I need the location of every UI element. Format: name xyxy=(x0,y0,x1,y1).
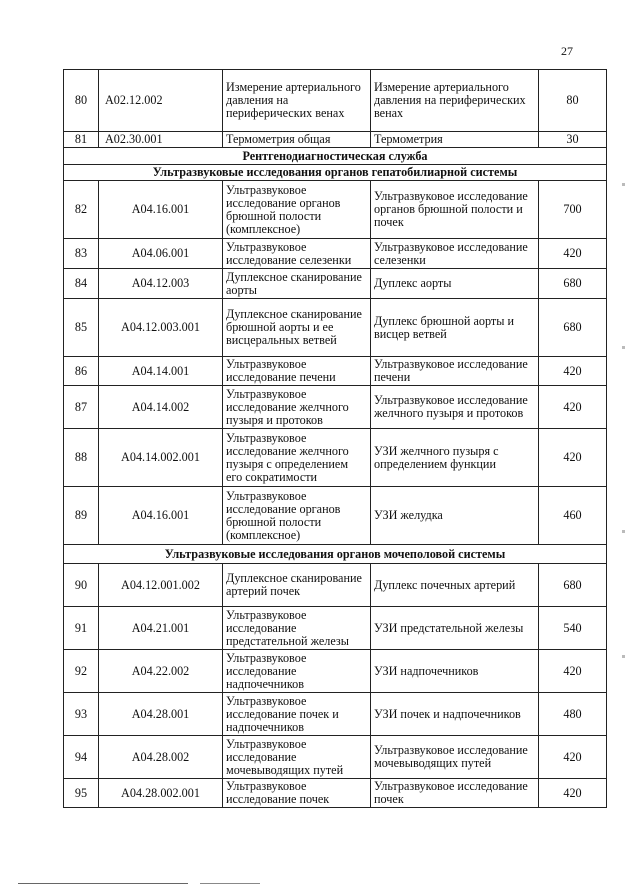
table-row xyxy=(64,269,607,299)
service-alt-name: Ультразвуковое исследование мочевыводящих путей xyxy=(371,736,539,779)
section-row xyxy=(64,148,607,165)
table-row xyxy=(64,607,607,650)
service-alt-name: Ультразвуковое исследование селезенки xyxy=(371,239,539,269)
service-name: Ультразвуковое исследование органов брюшной полости (комплексное) xyxy=(223,487,371,545)
scan-mark xyxy=(622,530,625,533)
service-price: 420 xyxy=(539,650,607,693)
row-number: 88 xyxy=(64,429,99,487)
service-alt-name: Ультразвуковое исследование печени xyxy=(371,357,539,386)
service-name: Ультразвуковое исследование надпочечников xyxy=(223,650,371,693)
service-price: 420 xyxy=(539,429,607,487)
table-row xyxy=(64,299,607,357)
service-alt-name: Ультразвуковое исследование желчного пузыря и протоков xyxy=(371,386,539,429)
table-row xyxy=(64,429,607,487)
row-number: 81 xyxy=(64,132,99,148)
row-number: 87 xyxy=(64,386,99,429)
table-row xyxy=(64,487,607,545)
service-price: 420 xyxy=(539,386,607,429)
row-number: 86 xyxy=(64,357,99,386)
row-number: 90 xyxy=(64,564,99,607)
service-alt-name: Термометрия xyxy=(371,132,539,148)
service-name: Ультразвуковое исследование органов брюшной полости (комплексное) xyxy=(223,181,371,239)
table-row xyxy=(64,736,607,779)
service-name: Ультразвуковое исследование почек xyxy=(223,779,371,808)
service-code: A04.28.002 xyxy=(99,736,223,779)
service-code: A04.14.002.001 xyxy=(99,429,223,487)
service-price: 700 xyxy=(539,181,607,239)
footer-rule xyxy=(200,883,260,884)
row-number: 83 xyxy=(64,239,99,269)
service-price: 540 xyxy=(539,607,607,650)
service-price: 480 xyxy=(539,693,607,736)
service-price: 30 xyxy=(539,132,607,148)
table-row xyxy=(64,357,607,386)
service-alt-name: УЗИ желудка xyxy=(371,487,539,545)
row-number: 95 xyxy=(64,779,99,808)
service-code: A04.06.001 xyxy=(99,239,223,269)
scan-mark xyxy=(622,183,625,186)
service-name: Ультразвуковое исследование почек и надпочечников xyxy=(223,693,371,736)
service-code: A04.28.002.001 xyxy=(99,779,223,808)
service-alt-name: Ультразвуковое исследование почек xyxy=(371,779,539,808)
service-price: 680 xyxy=(539,564,607,607)
row-number: 92 xyxy=(64,650,99,693)
section-heading: Ультразвуковые исследования органов мочеполовой системы xyxy=(64,545,607,564)
row-number: 94 xyxy=(64,736,99,779)
service-name: Ультразвуковое исследование селезенки xyxy=(223,239,371,269)
service-alt-name: Измерение артериального давления на периферических венах xyxy=(371,70,539,132)
service-price: 680 xyxy=(539,269,607,299)
service-code: A04.28.001 xyxy=(99,693,223,736)
service-alt-name: Дуплекс аорты xyxy=(371,269,539,299)
service-code: A04.16.001 xyxy=(99,181,223,239)
service-code: A02.12.002 xyxy=(99,70,223,132)
scan-mark xyxy=(622,346,625,349)
service-name: Дуплексное сканирование брюшной аорты и ее висцеральных ветвей xyxy=(223,299,371,357)
row-number: 82 xyxy=(64,181,99,239)
service-price: 680 xyxy=(539,299,607,357)
service-name: Ультразвуковое исследование желчного пузыря с определением его сократимости xyxy=(223,429,371,487)
service-price: 420 xyxy=(539,779,607,808)
service-name: Дуплексное сканирование артерий почек xyxy=(223,564,371,607)
footer-rule xyxy=(18,883,188,884)
service-code: A04.14.002 xyxy=(99,386,223,429)
row-number: 80 xyxy=(64,70,99,132)
row-number: 89 xyxy=(64,487,99,545)
section-row xyxy=(64,545,607,564)
service-name: Ультразвуковое исследование желчного пузыря и протоков xyxy=(223,386,371,429)
service-name: Термометрия общая xyxy=(223,132,371,148)
service-code: A02.30.001 xyxy=(99,132,223,148)
service-code: A04.21.001 xyxy=(99,607,223,650)
table-row xyxy=(64,650,607,693)
service-code: A04.14.001 xyxy=(99,357,223,386)
service-alt-name: УЗИ почек и надпочечников xyxy=(371,693,539,736)
service-code: A04.12.003.001 xyxy=(99,299,223,357)
table-row xyxy=(64,181,607,239)
table-row xyxy=(64,132,607,148)
service-code: A04.12.001.002 xyxy=(99,564,223,607)
scan-mark xyxy=(622,655,625,658)
service-price: 460 xyxy=(539,487,607,545)
service-name: Измерение артериального давления на периферических венах xyxy=(223,70,371,132)
row-number: 85 xyxy=(64,299,99,357)
service-name: Дуплексное сканирование аорты xyxy=(223,269,371,299)
table-row xyxy=(64,70,607,132)
table-row xyxy=(64,693,607,736)
price-table xyxy=(63,69,607,808)
page-number: 27 xyxy=(561,44,573,58)
service-name: Ультразвуковое исследование печени xyxy=(223,357,371,386)
service-price: 420 xyxy=(539,239,607,269)
service-price: 420 xyxy=(539,736,607,779)
section-row xyxy=(64,165,607,181)
service-name: Ультразвуковое исследование мочевыводящих путей xyxy=(223,736,371,779)
service-code: A04.22.002 xyxy=(99,650,223,693)
service-price: 420 xyxy=(539,357,607,386)
service-price: 80 xyxy=(539,70,607,132)
service-code: A04.16.001 xyxy=(99,487,223,545)
table-row xyxy=(64,386,607,429)
service-alt-name: Дуплекс почечных артерий xyxy=(371,564,539,607)
row-number: 93 xyxy=(64,693,99,736)
table-row xyxy=(64,239,607,269)
service-alt-name: Ультразвуковое исследование органов брюшной полости и почек xyxy=(371,181,539,239)
row-number: 91 xyxy=(64,607,99,650)
service-name: Ультразвуковое исследование предстательной железы xyxy=(223,607,371,650)
table-row xyxy=(64,564,607,607)
service-alt-name: УЗИ надпочечников xyxy=(371,650,539,693)
section-heading: Ультразвуковые исследования органов гепатобилиарной системы xyxy=(64,165,607,181)
service-alt-name: Дуплекс брюшной аорты и висцер ветвей xyxy=(371,299,539,357)
section-heading: Рентгенодиагностическая служба xyxy=(64,148,607,165)
table-row xyxy=(64,779,607,808)
service-alt-name: УЗИ желчного пузыря с определением функции xyxy=(371,429,539,487)
service-alt-name: УЗИ предстательной железы xyxy=(371,607,539,650)
service-code: A04.12.003 xyxy=(99,269,223,299)
row-number: 84 xyxy=(64,269,99,299)
